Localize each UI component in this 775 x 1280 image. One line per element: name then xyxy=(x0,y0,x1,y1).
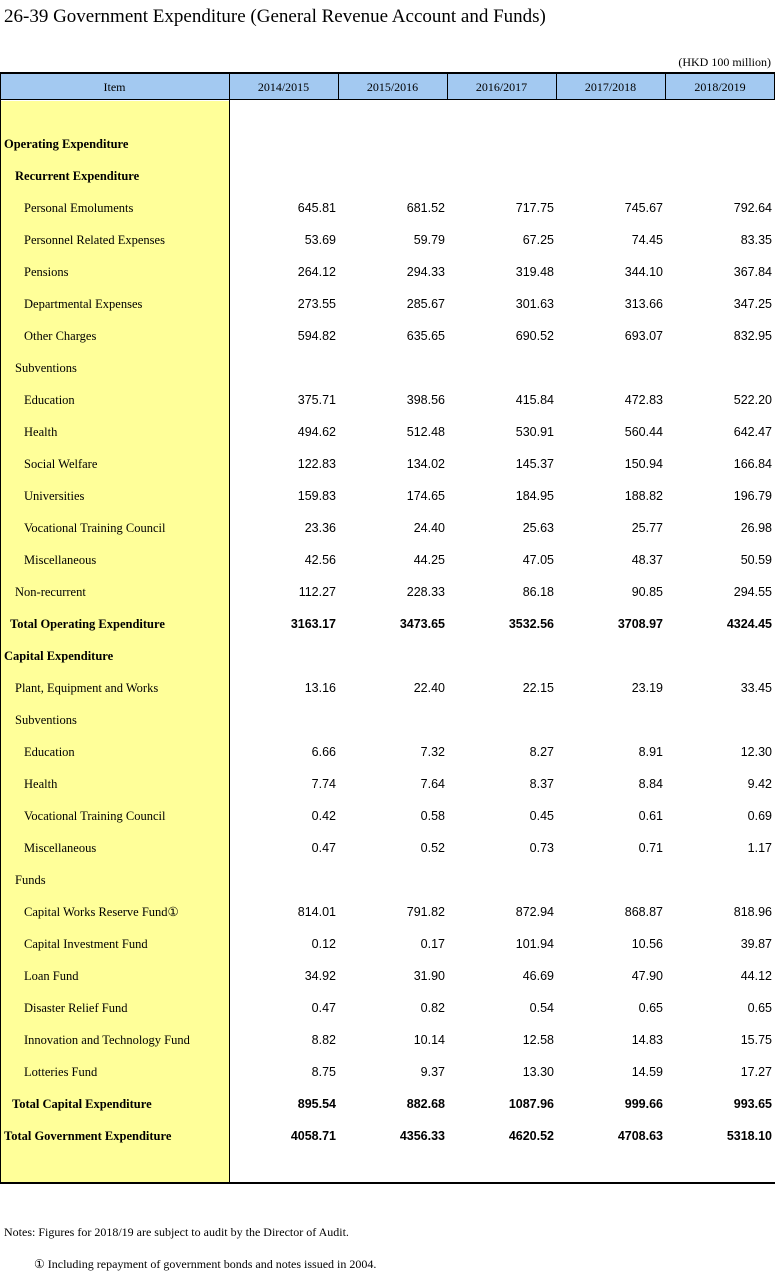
row-value-2016-2017: 47.05 xyxy=(522,553,554,567)
row-label: Other Charges xyxy=(24,329,97,343)
table-row xyxy=(0,576,775,608)
row-label: Health xyxy=(24,777,58,791)
row-value-2017-2018: 868.87 xyxy=(624,905,663,919)
expenditure-table xyxy=(0,72,775,1184)
row-label: Loan Fund xyxy=(24,969,79,983)
row-label: Education xyxy=(24,745,75,759)
table-row xyxy=(0,544,775,576)
row-value-2018-2019: 50.59 xyxy=(740,553,772,567)
row-value-2017-2018: 47.90 xyxy=(631,969,663,983)
header-2014-2015: 2014/2015 xyxy=(257,80,310,94)
row-value-2016-2017: 25.63 xyxy=(522,521,554,535)
row-value-2018-2019: 9.42 xyxy=(747,777,772,791)
row-value-2018-2019: 166.84 xyxy=(733,457,772,471)
row-value-2014-2015: 7.74 xyxy=(311,777,336,791)
row-value-2014-2015: 375.71 xyxy=(297,393,336,407)
row-value-2018-2019: 12.30 xyxy=(740,745,772,759)
row-value-2018-2019: 818.96 xyxy=(733,905,772,919)
row-value-2018-2019: 5318.10 xyxy=(726,1129,772,1143)
row-value-2015-2016: 635.65 xyxy=(406,329,445,343)
row-value-2016-2017: 0.45 xyxy=(529,809,554,823)
row-label: Operating Expenditure xyxy=(4,137,129,151)
row-value-2015-2016: 681.52 xyxy=(406,201,445,215)
header-2018-2019: 2018/2019 xyxy=(694,80,746,94)
row-value-2017-2018: 150.94 xyxy=(624,457,663,471)
row-value-2017-2018: 472.83 xyxy=(624,393,663,407)
row-label: Miscellaneous xyxy=(24,553,97,567)
row-value-2015-2016: 791.82 xyxy=(406,905,445,919)
notes-text: Notes: Figures for 2018/19 are subject to audit by the Director of Audit. xyxy=(4,1225,349,1239)
row-value-2015-2016: 134.02 xyxy=(406,457,445,471)
table-row xyxy=(0,608,775,640)
row-label: Vocational Training Council xyxy=(24,809,166,823)
row-label: Personal Emoluments xyxy=(24,201,134,215)
row-value-2015-2016: 59.79 xyxy=(413,233,445,247)
row-value-2014-2015: 264.12 xyxy=(297,265,336,279)
row-value-2017-2018: 0.71 xyxy=(638,841,663,855)
row-value-2017-2018: 10.56 xyxy=(631,937,663,951)
row-value-2017-2018: 3708.97 xyxy=(617,617,663,631)
row-value-2017-2018: 74.45 xyxy=(631,233,663,247)
table-row xyxy=(0,480,775,512)
row-value-2017-2018: 188.82 xyxy=(624,489,663,503)
row-value-2014-2015: 122.83 xyxy=(297,457,336,471)
row-value-2014-2015: 13.16 xyxy=(304,681,336,695)
row-label: Subventions xyxy=(15,713,77,727)
row-value-2014-2015: 4058.71 xyxy=(290,1129,336,1143)
row-label: Health xyxy=(24,425,58,439)
row-value-2015-2016: 0.58 xyxy=(420,809,445,823)
row-value-2016-2017: 145.37 xyxy=(515,457,554,471)
row-value-2015-2016: 10.14 xyxy=(413,1033,445,1047)
table-row xyxy=(0,416,775,448)
row-value-2017-2018: 344.10 xyxy=(624,265,663,279)
table-row xyxy=(0,896,775,928)
row-label: Vocational Training Council xyxy=(24,521,166,535)
row-value-2017-2018: 999.66 xyxy=(624,1097,663,1111)
row-value-2014-2015: 0.47 xyxy=(311,1001,336,1015)
table-row xyxy=(0,800,775,832)
row-value-2014-2015: 6.66 xyxy=(311,745,336,759)
row-value-2015-2016: 3473.65 xyxy=(399,617,445,631)
row-label: Miscellaneous xyxy=(24,841,97,855)
row-value-2017-2018: 745.67 xyxy=(624,201,663,215)
row-value-2018-2019: 832.95 xyxy=(733,329,772,343)
row-value-2014-2015: 23.36 xyxy=(304,521,336,535)
row-value-2018-2019: 83.35 xyxy=(740,233,772,247)
row-value-2014-2015: 8.75 xyxy=(311,1065,336,1079)
row-value-2015-2016: 294.33 xyxy=(406,265,445,279)
row-value-2015-2016: 44.25 xyxy=(413,553,445,567)
row-value-2016-2017: 8.37 xyxy=(529,777,554,791)
table-row xyxy=(0,448,775,480)
row-value-2017-2018: 25.77 xyxy=(631,521,663,535)
row-value-2016-2017: 3532.56 xyxy=(508,617,554,631)
unit-label: (HKD 100 million) xyxy=(678,55,771,69)
row-value-2018-2019: 642.47 xyxy=(733,425,772,439)
row-value-2017-2018: 14.59 xyxy=(631,1065,663,1079)
row-value-2016-2017: 319.48 xyxy=(515,265,554,279)
table-row xyxy=(0,256,775,288)
row-value-2018-2019: 4324.45 xyxy=(726,617,772,631)
table-row xyxy=(0,192,775,224)
row-label: Pensions xyxy=(24,265,69,279)
row-value-2014-2015: 42.56 xyxy=(304,553,336,567)
row-value-2016-2017: 301.63 xyxy=(515,297,554,311)
row-value-2015-2016: 398.56 xyxy=(406,393,445,407)
row-label: Total Government Expenditure xyxy=(4,1129,172,1143)
table-row xyxy=(0,832,775,864)
row-value-2017-2018: 48.37 xyxy=(631,553,663,567)
row-value-2016-2017: 1087.96 xyxy=(508,1097,554,1111)
row-value-2014-2015: 494.62 xyxy=(297,425,336,439)
row-value-2017-2018: 14.83 xyxy=(631,1033,663,1047)
row-value-2014-2015: 594.82 xyxy=(297,329,336,343)
table-row xyxy=(0,992,775,1024)
header-divider xyxy=(447,72,448,100)
table-row xyxy=(0,640,775,672)
table-header xyxy=(0,72,775,100)
row-value-2014-2015: 3163.17 xyxy=(290,617,336,631)
row-value-2014-2015: 0.42 xyxy=(311,809,336,823)
row-value-2016-2017: 101.94 xyxy=(515,937,554,951)
row-value-2016-2017: 12.58 xyxy=(522,1033,554,1047)
header-2015-2016: 2015/2016 xyxy=(366,80,419,94)
row-value-2016-2017: 8.27 xyxy=(529,745,554,759)
row-value-2016-2017: 22.15 xyxy=(522,681,554,695)
row-label: Capital Investment Fund xyxy=(24,937,148,951)
row-label: Education xyxy=(24,393,75,407)
row-label: Social Welfare xyxy=(24,457,98,471)
table-row xyxy=(0,704,775,736)
row-value-2018-2019: 33.45 xyxy=(740,681,772,695)
page-title: 26-39 Government Expenditure (General Revenue Account and Funds) xyxy=(4,6,546,27)
header-divider xyxy=(665,72,666,100)
row-label: Funds xyxy=(15,873,46,887)
row-label: Disaster Relief Fund xyxy=(24,1001,128,1015)
footnote-text: ① Including repayment of government bonds and notes issued in 2004. xyxy=(34,1257,377,1271)
row-value-2018-2019: 0.69 xyxy=(747,809,772,823)
row-value-2014-2015: 8.82 xyxy=(311,1033,336,1047)
table-row xyxy=(0,672,775,704)
row-value-2014-2015: 159.83 xyxy=(297,489,336,503)
row-value-2018-2019: 15.75 xyxy=(740,1033,772,1047)
row-value-2016-2017: 415.84 xyxy=(515,393,554,407)
table-row xyxy=(0,320,775,352)
row-value-2018-2019: 44.12 xyxy=(740,969,772,983)
row-value-2017-2018: 8.84 xyxy=(638,777,663,791)
row-value-2015-2016: 0.17 xyxy=(420,937,445,951)
row-value-2014-2015: 895.54 xyxy=(297,1097,336,1111)
row-value-2014-2015: 0.47 xyxy=(311,841,336,855)
row-value-2016-2017: 717.75 xyxy=(515,201,554,215)
table-row xyxy=(0,864,775,896)
row-value-2015-2016: 174.65 xyxy=(406,489,445,503)
row-value-2017-2018: 4708.63 xyxy=(617,1129,663,1143)
row-label: Recurrent Expenditure xyxy=(15,169,140,183)
row-value-2017-2018: 8.91 xyxy=(638,745,663,759)
row-value-2014-2015: 814.01 xyxy=(297,905,336,919)
row-value-2016-2017: 86.18 xyxy=(522,585,554,599)
row-value-2015-2016: 7.32 xyxy=(420,745,445,759)
row-value-2015-2016: 882.68 xyxy=(406,1097,445,1111)
row-label: Innovation and Technology Fund xyxy=(24,1033,190,1047)
row-value-2015-2016: 22.40 xyxy=(413,681,445,695)
row-value-2014-2015: 53.69 xyxy=(304,233,336,247)
table-row xyxy=(0,224,775,256)
row-value-2015-2016: 228.33 xyxy=(406,585,445,599)
row-value-2018-2019: 347.25 xyxy=(733,297,772,311)
row-value-2014-2015: 273.55 xyxy=(297,297,336,311)
row-value-2016-2017: 872.94 xyxy=(515,905,554,919)
row-value-2018-2019: 367.84 xyxy=(733,265,772,279)
header-2016-2017: 2016/2017 xyxy=(475,80,528,94)
header-divider xyxy=(338,72,339,100)
row-value-2015-2016: 0.52 xyxy=(420,841,445,855)
row-value-2014-2015: 34.92 xyxy=(304,969,336,983)
row-value-2018-2019: 26.98 xyxy=(740,521,772,535)
row-value-2014-2015: 645.81 xyxy=(297,201,336,215)
table-bottom-border xyxy=(0,1182,775,1184)
row-value-2017-2018: 0.61 xyxy=(638,809,663,823)
header-2017-2018: 2017/2018 xyxy=(584,80,637,94)
row-value-2015-2016: 512.48 xyxy=(406,425,445,439)
header-item: Item xyxy=(103,80,126,94)
row-value-2015-2016: 9.37 xyxy=(420,1065,445,1079)
row-label: Departmental Expenses xyxy=(24,297,143,311)
row-value-2016-2017: 67.25 xyxy=(522,233,554,247)
row-value-2018-2019: 0.65 xyxy=(747,1001,772,1015)
row-label: Capital Works Reserve Fund① xyxy=(24,905,179,919)
row-label: Total Operating Expenditure xyxy=(10,617,165,631)
row-value-2017-2018: 23.19 xyxy=(631,681,663,695)
table-row xyxy=(0,736,775,768)
table-row xyxy=(0,1088,775,1120)
row-value-2014-2015: 0.12 xyxy=(311,937,336,951)
table-row xyxy=(0,1056,775,1088)
row-label: Non-recurrent xyxy=(15,585,86,599)
row-value-2015-2016: 0.82 xyxy=(420,1001,445,1015)
row-label: Capital Expenditure xyxy=(4,649,114,663)
row-value-2017-2018: 560.44 xyxy=(624,425,663,439)
row-value-2016-2017: 13.30 xyxy=(522,1065,554,1079)
table-row xyxy=(0,288,775,320)
row-value-2016-2017: 4620.52 xyxy=(508,1129,554,1143)
row-value-2015-2016: 31.90 xyxy=(413,969,445,983)
row-value-2017-2018: 313.66 xyxy=(624,297,663,311)
table-row xyxy=(0,960,775,992)
row-value-2018-2019: 196.79 xyxy=(733,489,772,503)
table-row xyxy=(0,160,775,192)
row-value-2018-2019: 522.20 xyxy=(733,393,772,407)
row-value-2016-2017: 184.95 xyxy=(515,489,554,503)
row-value-2018-2019: 1.17 xyxy=(747,841,772,855)
table-row xyxy=(0,128,775,160)
row-label: Subventions xyxy=(15,361,77,375)
row-label: Plant, Equipment and Works xyxy=(15,681,159,695)
row-value-2014-2015: 112.27 xyxy=(298,585,336,599)
row-value-2017-2018: 90.85 xyxy=(631,585,663,599)
row-value-2017-2018: 0.65 xyxy=(638,1001,663,1015)
table-row xyxy=(0,352,775,384)
row-label: Lotteries Fund xyxy=(24,1065,98,1079)
row-value-2015-2016: 7.64 xyxy=(420,777,445,791)
row-label: Universities xyxy=(24,489,85,503)
row-value-2016-2017: 46.69 xyxy=(522,969,554,983)
row-value-2018-2019: 294.55 xyxy=(733,585,772,599)
row-value-2015-2016: 4356.33 xyxy=(399,1129,445,1143)
row-value-2016-2017: 530.91 xyxy=(515,425,554,439)
row-value-2016-2017: 690.52 xyxy=(515,329,554,343)
table-row xyxy=(0,512,775,544)
table-row xyxy=(0,768,775,800)
table-row xyxy=(0,384,775,416)
row-value-2018-2019: 993.65 xyxy=(733,1097,772,1111)
row-value-2015-2016: 24.40 xyxy=(413,521,445,535)
table-row xyxy=(0,1024,775,1056)
row-value-2018-2019: 792.64 xyxy=(733,201,772,215)
row-value-2017-2018: 693.07 xyxy=(624,329,663,343)
row-value-2018-2019: 17.27 xyxy=(740,1065,772,1079)
table-row xyxy=(0,928,775,960)
row-value-2015-2016: 285.67 xyxy=(406,297,445,311)
table-row xyxy=(0,1120,775,1152)
row-value-2018-2019: 39.87 xyxy=(740,937,772,951)
row-label: Total Capital Expenditure xyxy=(12,1097,152,1111)
row-value-2016-2017: 0.54 xyxy=(529,1001,554,1015)
header-divider xyxy=(556,72,557,100)
row-value-2016-2017: 0.73 xyxy=(529,841,554,855)
row-label: Personnel Related Expenses xyxy=(24,233,165,247)
